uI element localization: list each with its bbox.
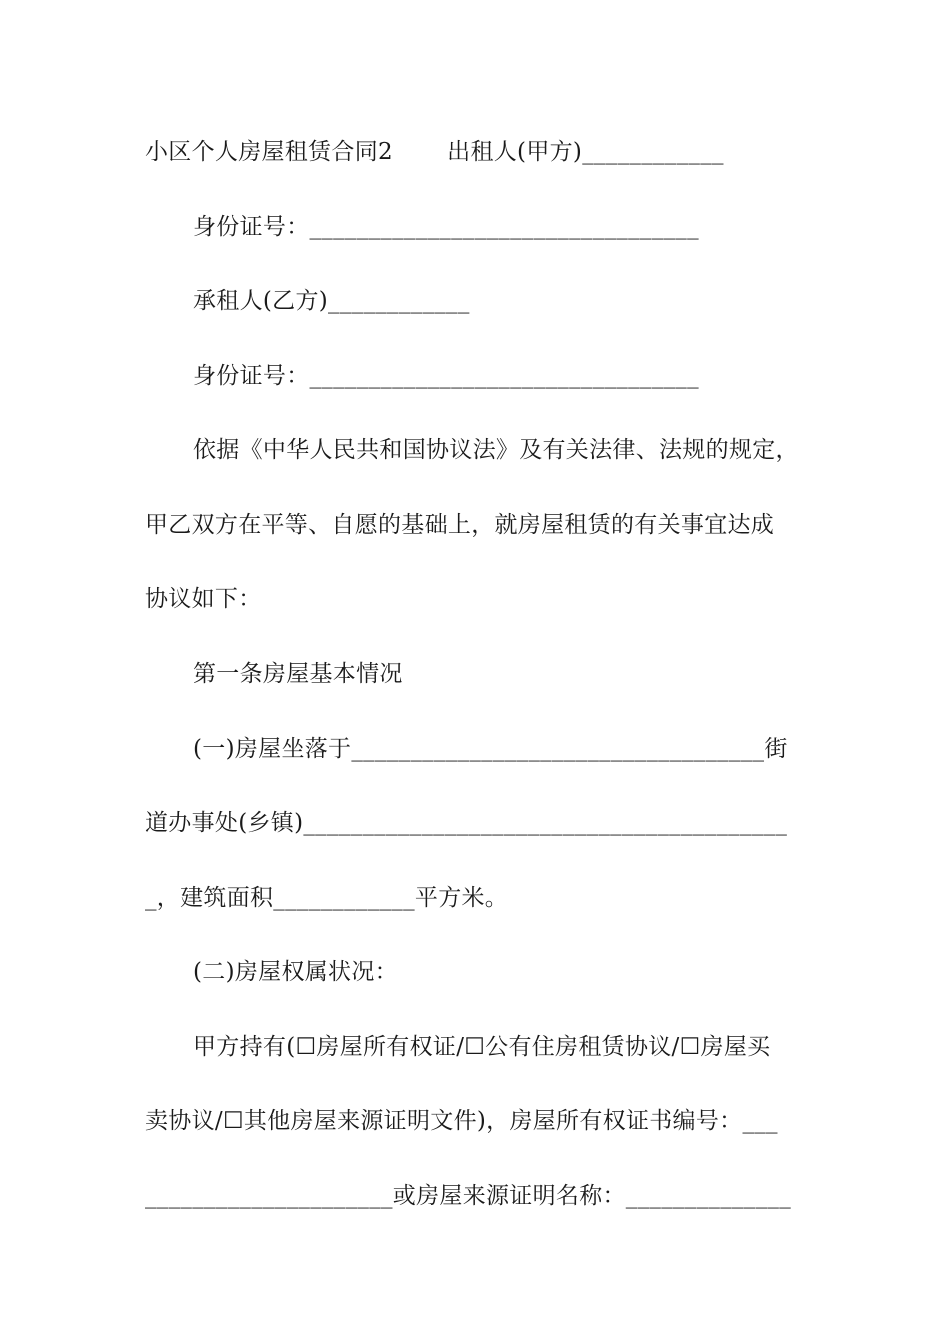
ownership-line-1: 甲方持有(☐房屋所有权证/☐公有住房租赁协议/☐房屋买 [193,1034,771,1060]
title-and-lessor-line: 小区个人房屋租赁合同2 出租人(甲方)____________ [145,139,724,165]
area-line: _，建筑面积____________平方米。 [145,885,509,911]
ownership-line-2: 卖协议/☐其他房屋来源证明文件)，房屋所有权证书编号：___ [145,1108,778,1134]
lessee-line: 承租人(乙方)____________ [193,288,470,314]
preamble-line-1: 依据《中华人民共和国协议法》及有关法律、法规的规定， [193,437,799,463]
preamble-line-2: 甲乙双方在平等、自愿的基础上，就房屋租赁的有关事宜达成 [145,512,775,538]
location-line-2: 道办事处(乡镇)_________________________________________ [145,810,788,836]
lessee-id-line: 身份证号：_________________________________ [193,363,699,389]
ownership-heading: (二)房屋权属状况： [193,959,398,985]
location-line-1: (一)房屋坐落于___________________________________街 [193,736,788,762]
ownership-line-3: _____________________或房屋来源证明名称：______________ [145,1183,791,1209]
lessor-id-line: 身份证号：_________________________________ [193,214,699,240]
preamble-line-3: 协议如下： [145,586,262,612]
article-1-heading: 第一条房屋基本情况 [193,661,403,687]
